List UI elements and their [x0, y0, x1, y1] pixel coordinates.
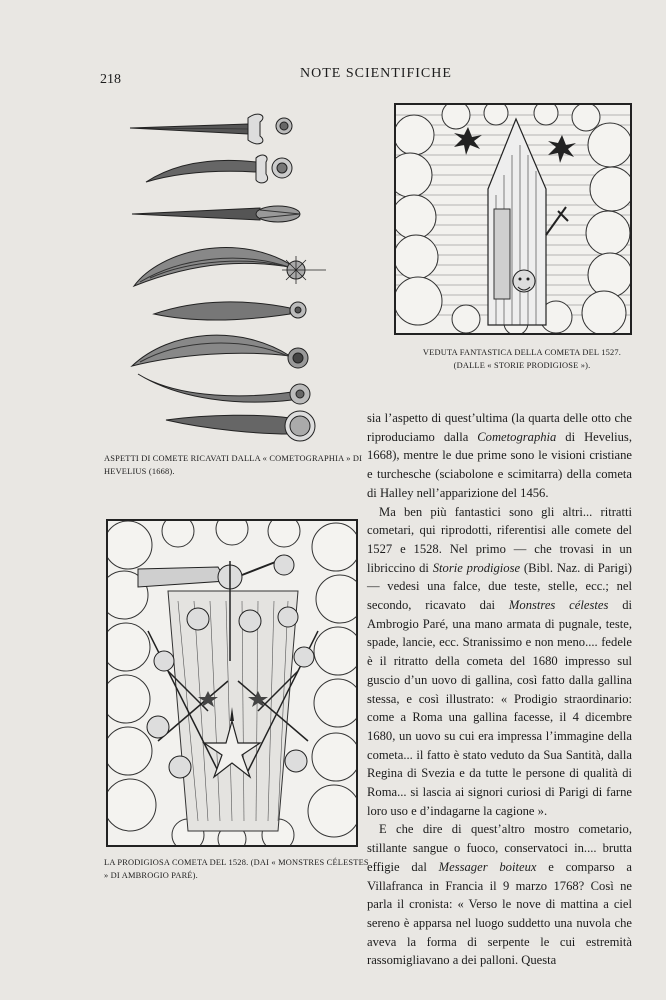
text-run: sia l’aspetto di quest’ultima (la quarta delle otto che riproduciamo dalla	[367, 411, 632, 444]
comet-6	[132, 335, 308, 368]
text-run: E che dire di quest’altro mostro cometario, stillante sangue o fuoco, conservatoci in.... brutta effigie dal	[367, 822, 632, 874]
comet-1527-drawing	[396, 105, 630, 333]
text-run: di Hevelius, 1668), mentre le due prime sono le visioni cristiane e turchesche (sciabolone e scimitarra) della cometa di Halley nell’apparizione del 1456.	[367, 429, 632, 500]
comet-drawings	[120, 100, 340, 450]
comet-1528-illustration	[106, 519, 358, 847]
text-run: di Ambrogio Paré, una mano armata di pugnale, teste, spade, lancie, ecc. Stranissimo e non meno.... fedele è il ritratto della cometa del 1680 impresso sul guscio d’un uovo di gallina, così fatto dalla gallina stessa, e così illustrato: « Prodigio straordinario: come a Roma una gallina facesse, il 4 dicembre 1680, un uovo su cui era impressa l’immagine della cometa... il fatto è stato veduto da Sua Santità, dalla Regina di Svezia e da tutte le persone di qualità di Roma... si lascia ai signori curiosi di Parigi di farne loro uso e d’indagarne la cagione ».	[367, 598, 632, 818]
comet-1528-drawing	[108, 521, 356, 845]
running-title: NOTE SCIENTIFICHE	[300, 66, 452, 81]
paragraph-1	[367, 409, 632, 503]
comet-7	[138, 374, 310, 404]
comets-illustration	[120, 100, 340, 450]
comet-1528-caption: LA PRODIGIOSA COMETA DEL 1528. (DAI « MONSTRES CÉLESTES » DI AMBROGIO PARÉ).	[104, 858, 369, 880]
comet-dagger-1	[130, 114, 292, 144]
comet-4	[134, 248, 326, 286]
text-run: Ma ben più fantastici sono gli altri... ritratti cometari, qui riprodotti, riferentisi alle comete del 1527 e 1528. Nel primo — che trovasi in un libriccino di	[367, 504, 632, 575]
italic-title: Storie prodigiose	[432, 560, 521, 575]
comet-8	[166, 411, 315, 441]
paragraph-3	[367, 820, 632, 970]
italic-title: Messager boiteux	[438, 859, 537, 874]
text-run: (Bibl. Naz. di Parigi) — vedesi una falce, due teste, stelle, ecc.; nel secondo, ricavato dai	[367, 560, 632, 613]
comet-3	[132, 206, 300, 222]
comets-caption: ASPETTI DI COMETE RICAVATI DALLA « COMETOGRAPHIA » DI HEVELIUS (1668).	[104, 454, 363, 476]
italic-title: Monstres célestes	[508, 598, 609, 613]
body-text	[367, 409, 632, 970]
paragraph-2	[367, 503, 632, 821]
page-number: 218	[100, 72, 121, 87]
italic-title: Cometographia	[477, 429, 557, 444]
comet-scimitar-2	[146, 155, 292, 183]
comet-1527-illustration	[394, 103, 632, 335]
comet-1527-caption-line2: (DALLE « STORIE PRODIGIOSE »).	[453, 361, 591, 370]
comet-1527-caption-line1: VEDUTA FANTASTICA DELLA COMETA DEL 1527.	[422, 348, 622, 357]
comet-1527-caption	[412, 346, 632, 372]
comet-5	[154, 302, 306, 320]
text-run: e comparso a Villafranca in Francia il 9 marzo 1768? Così ne parla il cronista: « Verso le nove di mattina a ciel sereno è apparsa nel luogo suddetto una nuvola che aveva la forma di serpente le cui estremità rassomigliavano a dei palloni. Questa	[367, 859, 632, 968]
